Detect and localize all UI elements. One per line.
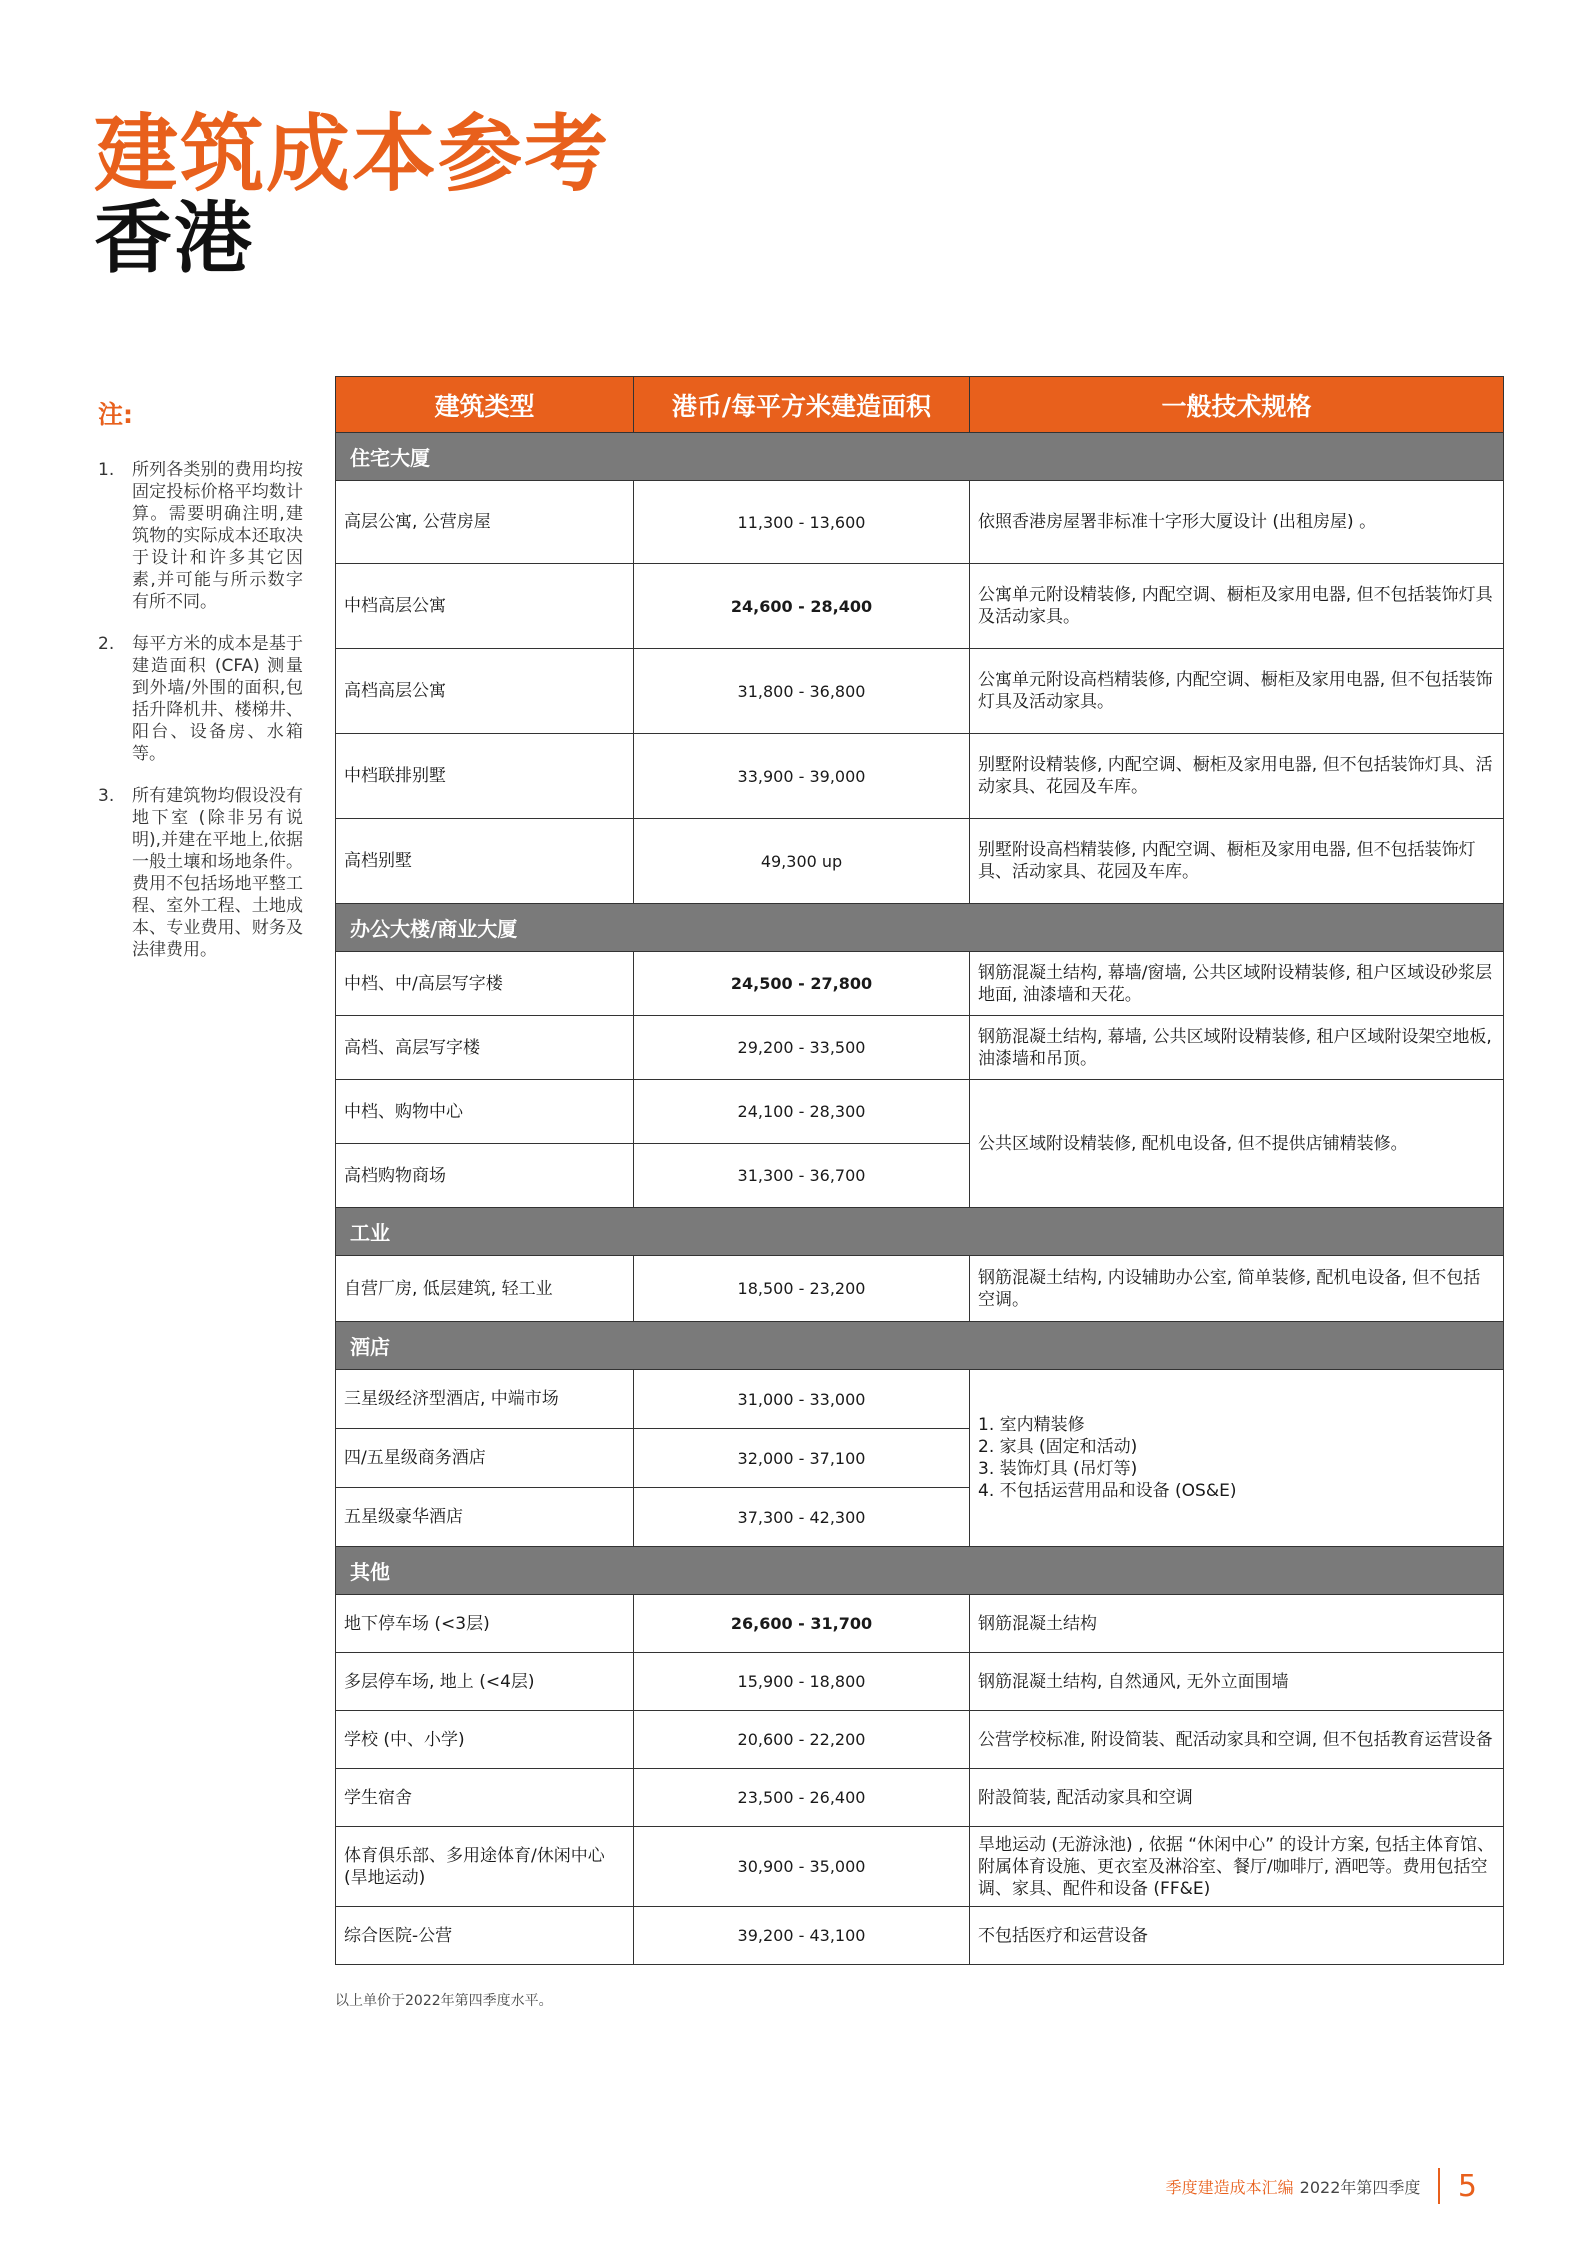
cost-cell: 30,900 - 35,000 — [634, 1827, 970, 1907]
spec-cell: 不包括医疗和运营设备 — [970, 1907, 1504, 1965]
cost-cell: 37,300 - 42,300 — [634, 1488, 970, 1547]
cost-cell: 15,900 - 18,800 — [634, 1653, 970, 1711]
building-type-cell: 综合医院-公营 — [336, 1907, 634, 1965]
building-type-cell: 地下停车场 (<3层) — [336, 1595, 634, 1653]
spec-cell: 别墅附设高档精装修, 内配空调、橱柜及家用电器, 但不包括装饰灯具、活动家具、花园及车库。 — [970, 819, 1504, 904]
note-text: 每平方米的成本是基于建造面积 (CFA) 测量到外墙/外围的面积,包括升降机井、楼梯井、阳台、设备房、水箱等。 — [132, 634, 303, 764]
cost-cell: 49,300 up — [634, 819, 970, 904]
footer-divider — [1438, 2168, 1440, 2204]
building-type-cell: 学校 (中、小学) — [336, 1711, 634, 1769]
note-item — [98, 459, 303, 613]
cost-cell: 20,600 - 22,200 — [634, 1711, 970, 1769]
building-type-cell: 多层停车场, 地上 (<4层) — [336, 1653, 634, 1711]
cost-cell: 33,900 - 39,000 — [634, 734, 970, 819]
spec-cell: 钢筋混凝土结构 — [970, 1595, 1504, 1653]
cost-cell: 24,100 - 28,300 — [634, 1080, 970, 1144]
spec-cell: 公营学校标准, 附设简装、配活动家具和空调, 但不包括教育运营设备 — [970, 1711, 1504, 1769]
category-label: 住宅大厦 — [336, 433, 1504, 481]
category-row-residential — [336, 433, 1504, 481]
table-row — [336, 1370, 1504, 1429]
page-title: 建筑成本参考 — [94, 105, 611, 203]
notes-heading: 注: — [98, 400, 133, 429]
table-row — [336, 1595, 1504, 1653]
building-type-cell: 中档高层公寓 — [336, 564, 634, 649]
note-number: 1. — [98, 460, 115, 480]
building-type-cell: 学生宿舍 — [336, 1769, 634, 1827]
table-row — [336, 649, 1504, 734]
spec-cell: 附設简装, 配活动家具和空调 — [970, 1769, 1504, 1827]
cost-cell: 24,500 - 27,800 — [634, 952, 970, 1016]
spec-cell: 钢筋混凝土结构, 幕墙, 公共区域附设精装修, 租户区域附设架空地板, 油漆墙和吊顶。 — [970, 1016, 1504, 1080]
table-row — [336, 564, 1504, 649]
page-subtitle: 香港 — [94, 194, 255, 284]
table-row — [336, 1653, 1504, 1711]
cost-cell: 18,500 - 23,200 — [634, 1256, 970, 1322]
spec-cell: 依照香港房屋署非标准十字形大厦设计 (出租房屋) 。 — [970, 481, 1504, 564]
note-number: 3. — [98, 786, 115, 806]
hotel-spec-cell — [970, 1370, 1504, 1547]
building-type-cell: 高档购物商场 — [336, 1144, 634, 1208]
building-type-cell: 中档、购物中心 — [336, 1080, 634, 1144]
header-building-type: 建筑类型 — [336, 377, 634, 433]
cost-cell: 31,800 - 36,800 — [634, 649, 970, 734]
cost-table — [335, 376, 1504, 1965]
cost-cell: 32,000 - 37,100 — [634, 1429, 970, 1488]
building-type-cell: 三星级经济型酒店, 中端市场 — [336, 1370, 634, 1429]
building-type-cell: 自营厂房, 低层建筑, 轻工业 — [336, 1256, 634, 1322]
note-item — [98, 785, 303, 961]
category-row-industrial — [336, 1208, 1504, 1256]
table-row — [336, 734, 1504, 819]
building-type-cell: 高档别墅 — [336, 819, 634, 904]
cost-cell: 29,200 - 33,500 — [634, 1016, 970, 1080]
table-header-row — [336, 377, 1504, 433]
building-type-cell: 高层公寓, 公营房屋 — [336, 481, 634, 564]
table-row — [336, 1711, 1504, 1769]
spec-cell: 公寓单元附设精装修, 内配空调、橱柜及家用电器, 但不包括装饰灯具及活动家具。 — [970, 564, 1504, 649]
page-number: 5 — [1457, 2168, 1477, 2204]
building-type-cell: 高档高层公寓 — [336, 649, 634, 734]
building-type-cell: 中档、中/高层写字楼 — [336, 952, 634, 1016]
category-label: 工业 — [336, 1208, 1504, 1256]
spec-cell: 钢筋混凝土结构, 内设辅助办公室, 简单装修, 配机电设备, 但不包括空调。 — [970, 1256, 1504, 1322]
spec-cell: 钢筋混凝土结构, 幕墙/窗墙, 公共区域附设精装修, 租户区域设砂浆层地面, 油漆墙和天花。 — [970, 952, 1504, 1016]
category-label: 酒店 — [336, 1322, 1504, 1370]
category-row-hotel — [336, 1322, 1504, 1370]
hotel-spec-item: 4. 不包括运营用品和设备 (OS&E) — [978, 1481, 1237, 1501]
category-label: 其他 — [336, 1547, 1504, 1595]
table-row — [336, 819, 1504, 904]
footer-quarter: 2022年第四季度 — [1299, 2177, 1421, 2197]
price-level-footnote: 以上单价于2022年第四季度水平。 — [335, 1993, 553, 2009]
cost-cell: 23,500 - 26,400 — [634, 1769, 970, 1827]
table-row — [336, 952, 1504, 1016]
hotel-spec-item: 1. 室内精装修 — [978, 1415, 1085, 1435]
spec-cell: 钢筋混凝土结构, 自然通风, 无外立面围墙 — [970, 1653, 1504, 1711]
note-number: 2. — [98, 634, 115, 654]
hotel-spec-item: 2. 家具 (固定和活动) — [978, 1437, 1138, 1457]
category-row-others — [336, 1547, 1504, 1595]
spec-cell: 公共区域附设精装修, 配机电设备, 但不提供店铺精装修。 — [970, 1080, 1504, 1208]
category-label: 办公大楼/商业大厦 — [336, 904, 1504, 952]
building-type-cell: 体育俱乐部、多用途体育/休闲中心 (旱地运动) — [336, 1827, 634, 1907]
note-item — [98, 633, 303, 765]
header-cost: 港币/每平方米建造面积 — [634, 377, 970, 433]
header-spec: 一般技术规格 — [970, 377, 1504, 433]
cost-cell: 31,300 - 36,700 — [634, 1144, 970, 1208]
cost-cell: 31,000 - 33,000 — [634, 1370, 970, 1429]
table-row — [336, 1080, 1504, 1144]
spec-cell: 公寓单元附设高档精装修, 内配空调、橱柜及家用电器, 但不包括装饰灯具及活动家具。 — [970, 649, 1504, 734]
footer-publication: 季度建造成本汇编 — [1165, 2177, 1294, 2197]
building-type-cell: 五星级豪华酒店 — [336, 1488, 634, 1547]
building-type-cell: 四/五星级商务酒店 — [336, 1429, 634, 1488]
building-type-cell: 高档、高层写字楼 — [336, 1016, 634, 1080]
spec-cell: 别墅附设精装修, 内配空调、橱柜及家用电器, 但不包括装饰灯具、活动家具、花园及车库。 — [970, 734, 1504, 819]
table-row — [336, 1016, 1504, 1080]
category-row-office — [336, 904, 1504, 952]
note-text: 所列各类别的费用均按固定投标价格平均数计算。需要明确注明,建筑物的实际成本还取决于设计和许多其它因素,并可能与所示数字有所不同。 — [132, 460, 303, 612]
building-type-cell: 中档联排别墅 — [336, 734, 634, 819]
notes-panel — [98, 395, 303, 981]
cost-cell: 11,300 - 13,600 — [634, 481, 970, 564]
spec-cell: 旱地运动 (无游泳池) , 依据 “休闲中心” 的设计方案, 包括主体育馆、附属体育设施、更衣室及淋浴室、餐厅/咖啡厅, 酒吧等。费用包括空调、家具、配件和设备 (FF&E) — [970, 1827, 1504, 1907]
cost-cell: 24,600 - 28,400 — [634, 564, 970, 649]
table-row — [336, 1907, 1504, 1965]
cost-cell: 26,600 - 31,700 — [634, 1595, 970, 1653]
hotel-spec-item: 3. 装饰灯具 (吊灯等) — [978, 1459, 1138, 1479]
table-row — [336, 1256, 1504, 1322]
note-text: 所有建筑物均假设没有地下室 (除非另有说明),并建在平地上,依据一般土壤和场地条件。费用不包括场地平整工程、室外工程、土地成本、专业费用、财务及法律费用。 — [132, 786, 303, 960]
table-row — [336, 1769, 1504, 1827]
table-row — [336, 1827, 1504, 1907]
cost-cell: 39,200 - 43,100 — [634, 1907, 970, 1965]
table-row — [336, 481, 1504, 564]
page-footer — [1166, 2168, 1477, 2204]
